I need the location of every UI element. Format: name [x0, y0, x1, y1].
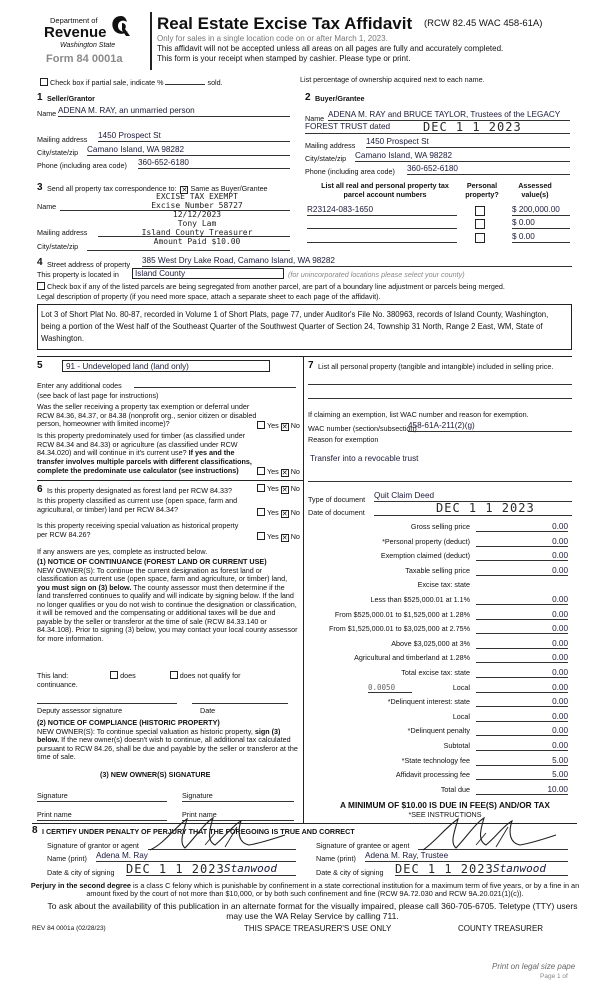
codes-label: Enter any additional codes [37, 381, 122, 390]
dept-line1: Department of [50, 16, 98, 25]
grantee-date-stamp: DEC 1 1 2023 [395, 862, 494, 876]
buyer-city-field[interactable]: Camano Island, WA 98282 [355, 151, 570, 162]
grantee-name-label: Name (print) [316, 854, 356, 863]
seller-mailing-field[interactable]: 1450 Prospect St [98, 131, 290, 142]
continuance-bold: you must sign on (3) below. [37, 582, 132, 592]
sec5-q2-yes-checkbox[interactable] [257, 467, 265, 475]
tax-row-value[interactable]: 0.00 [476, 726, 568, 736]
buyer-phone-label: Phone (including area code) [305, 167, 395, 176]
tax-row-label: *Personal property (deduct) [382, 537, 470, 546]
seller-mailing-label: Mailing address [37, 135, 88, 144]
parcel-number-2[interactable] [307, 218, 457, 229]
compliance-title: (2) NOTICE OF COMPLIANCE (HISTORIC PROPERTY) [37, 718, 220, 727]
tax-row-label: From $525,000.01 to $1,525,000 at 1.28% [334, 610, 470, 619]
tax-row-value[interactable]: 0.00 [476, 697, 568, 707]
page-number: Page 1 of [540, 973, 568, 980]
codes-note: (see back of last page for instructions) [37, 391, 159, 400]
grantor-sig-label: Signature of grantor or agent [47, 841, 139, 850]
sec6-q2-yes-checkbox[interactable] [257, 508, 265, 516]
buyer-date-stamp: DEC 1 1 2023 [423, 120, 522, 134]
sec5-q1-yes-checkbox[interactable] [257, 421, 265, 429]
legal-description-box[interactable]: Lot 3 of Short Plat No. 80-87, recorded in Volume 1 of Short Plats, page 77, under Auditor's File No. 380963, records of Island County, Washington, being a portion of the West half of the Southeast Quarter of the Southwest Quarter of Section 24, Township 31 North, Range 2 East, WM, State of Washington. [37, 304, 572, 350]
sec6-q3-answer [257, 532, 300, 542]
assessed-value-1[interactable]: $ 200,000.00 [512, 205, 570, 216]
seller-city-field[interactable]: Camano Island, WA 98282 [87, 145, 290, 156]
treasurer-use-label: THIS SPACE TREASURER'S USE ONLY [244, 924, 392, 933]
sec6-q2-yes-label: Yes [267, 508, 279, 517]
horizontal-rule-sec5 [37, 356, 572, 357]
reason-field-line-2[interactable] [308, 481, 572, 482]
personal-property-header: Personal property? [465, 181, 499, 199]
tax-row-value[interactable]: 0.00 [476, 668, 568, 678]
dept-line2: Revenue [44, 24, 107, 41]
codes-field[interactable] [134, 387, 296, 388]
personal-property-checkbox-2[interactable] [475, 219, 485, 229]
continuance-text [37, 567, 299, 643]
sec6-heading-num: 6 [37, 484, 43, 495]
grantor-city: Stanwood [224, 862, 277, 875]
grantor-date-label: Date & city of signing [47, 868, 115, 877]
tax-row-label: Taxable selling price [405, 566, 470, 575]
grantee-date-label: Date & city of signing [316, 868, 384, 877]
doc-date-stamp: DEC 1 1 2023 [436, 501, 535, 515]
sec3-mailing-label: Mailing address [37, 228, 88, 237]
new-owner-signature-field-1[interactable] [37, 801, 167, 802]
assessed-value-2[interactable]: $ 0.00 [512, 218, 570, 229]
header-divider [150, 12, 152, 70]
compliance-post: If the new owner(s) doesn't wish to continue, all additional tax calculated pursuant to RCW 84.26, shall be due and payable by the seller or transferor at the time of sale. [37, 735, 298, 762]
buyer-heading-num: 2 [305, 92, 311, 103]
assessed-value-header: Assessed value(s) [518, 181, 552, 199]
sec6-q1-yes-checkbox[interactable] [257, 484, 265, 492]
continuance-pre: NEW OWNER(S): To continue the current designation as forest land or classification as current use (open space, farm and agriculture, or timber) land, [37, 566, 288, 584]
horizontal-rule-sec6 [37, 480, 303, 481]
does-not-label: does not qualify for [179, 671, 241, 680]
sec3-city-label: City/state/zip [37, 242, 79, 251]
grantee-name-field[interactable]: Adena M. Ray, Trustee [365, 851, 568, 862]
grantor-date-stamp: DEC 1 1 2023 [126, 862, 225, 876]
form-number: Form 84 0001a [46, 53, 123, 65]
personal-property-checkbox-1[interactable] [475, 206, 485, 216]
personal-property-field-1[interactable] [308, 384, 572, 385]
grantor-name-field[interactable]: Adena M. Ray [96, 851, 296, 862]
new-owner-print-label-1: Print name [37, 810, 72, 819]
sec3-heading-text: Send all property tax correspondence to: [47, 184, 177, 193]
sec5-q1-no-label: No [290, 421, 300, 430]
perjury-bold: Perjury in the second degree [30, 881, 131, 890]
wac-field[interactable]: 458-61A-211(2)(g) [408, 421, 572, 432]
parcel-number-3[interactable] [307, 232, 457, 243]
deputy-date-field[interactable] [192, 703, 288, 704]
sec6-q1-no-checkbox[interactable] [281, 486, 289, 494]
sec6-q1-no-label: No [290, 484, 300, 493]
does-label: does [120, 671, 136, 680]
sec6-q2-answer [257, 508, 300, 518]
doc-type-field[interactable]: Quit Claim Deed [374, 491, 572, 502]
tax-row-value[interactable]: 0.00 [476, 595, 568, 605]
wac-label: WAC number (section/subsection) [308, 424, 417, 433]
vertical-rule-sec5-7 [303, 356, 304, 824]
tax-row-label: Total due [440, 785, 470, 794]
tax-row-value[interactable]: 0.00 [476, 624, 568, 634]
new-owner-signature-field-2[interactable] [182, 801, 294, 802]
personal-property-field-2[interactable] [308, 398, 572, 399]
sec5-q2-no-checkbox[interactable] [281, 469, 289, 477]
buyer-name-field-2[interactable] [305, 122, 570, 134]
grantor-signature-scribble-icon [145, 815, 295, 855]
sec6-q3-yes-checkbox[interactable] [257, 532, 265, 540]
segregation-label: Check box if any of the listed parcels are being segregated from another parcel, are part of a boundary line adjustment or parcels being merged. [47, 282, 505, 291]
buyer-name-line2: FOREST TRUST dated [305, 122, 391, 131]
ownership-note: List percentage of ownership acquired next to each name. [300, 75, 485, 84]
tax-row-label: Exemption claimed (deduct) [380, 551, 470, 560]
buyer-city-label: City/state/zip [305, 154, 347, 163]
see-instructions-note: *SEE INSTRUCTIONS [408, 810, 482, 819]
tax-row-value[interactable]: 0.00 [476, 683, 568, 693]
personal-property-checkbox-3[interactable] [475, 233, 485, 243]
availability-notice: To ask about the availability of this publication in an alternate format for the visually impaired, please call 360-705-6705. Teletype (TTY) users may use the WA Relay Service by calling 711. [47, 901, 578, 921]
sec5-q1-answer [257, 421, 300, 431]
tax-row-value[interactable]: 0.00 [476, 566, 568, 576]
compliance-text [37, 728, 299, 762]
sec5-q2-text: Is this property predominately used for timber (as classified under RCW 84.34 and 84.33) or agriculture (as classified under RCW 84.34.020) and will continue in it's current use? [37, 431, 246, 458]
parcel-row-2 [307, 218, 570, 230]
stamp-line-6: Amount Paid $10.00 [153, 236, 241, 246]
stamp-line-5: Island County Treasurer [141, 227, 253, 237]
buyer-name-label: Name [305, 114, 325, 123]
grantee-signature-scribble-icon [418, 815, 568, 855]
continuance-label: continuance. [37, 680, 78, 689]
rev-number: REV 84 0001a (02/28/23) [32, 925, 106, 932]
continuance-post: The county assessor must then determine if the land transferred continues to qualify and will indicate by signing below. If the land no longer qualifies or you do not wish to continue the designation or classification, it will be removed and the compensating or additional taxes will be due and payable by the seller or transferor at the time of sale (RCW 84.33.140 or 84.34.108). Prior to signing (3) below, you may contact your local county assessor for more information. [37, 582, 298, 643]
sec3-city-field[interactable] [87, 250, 290, 251]
deputy-signature-field[interactable] [37, 703, 177, 704]
tax-row-value[interactable]: 5.00 [476, 756, 568, 766]
doc-date-field[interactable] [374, 501, 572, 516]
sec7-heading-num: 7 [308, 360, 314, 371]
tax-row-value[interactable]: 0.00 [476, 639, 568, 649]
parcel-row-3 [307, 232, 570, 244]
stamp-line-2: Excise Number 58727 [151, 200, 243, 210]
buyer-heading: Buyer/Grantee [315, 94, 365, 103]
sec6-q2-no-label: No [290, 508, 300, 517]
grantee-city: Stanwood [493, 862, 546, 875]
seller-heading-num: 1 [37, 92, 43, 103]
sec5-q1-no-checkbox[interactable] [281, 423, 289, 431]
grantor-date-field[interactable] [126, 862, 296, 876]
assessed-value-3[interactable]: $ 0.00 [512, 232, 570, 243]
deputy-date-label: Date [200, 706, 216, 715]
new-owner-signature-label-2: Signature [182, 791, 213, 800]
sec5-q2 [37, 432, 259, 475]
certify-text: I CERTIFY UNDER PENALTY OF PERJURY THAT THE FOREGOING IS TRUE AND CORRECT [42, 827, 355, 836]
does-not-checkbox[interactable] [170, 671, 178, 679]
grantee-date-field[interactable] [395, 862, 568, 876]
sec5-q2-bold: If yes and the transfer involves multiple parcels with different classifications, complete the predominate use calculator (see instructions) [37, 448, 252, 475]
reason-label: Reason for exemption [308, 435, 379, 444]
seller-phone-field[interactable]: 360-652-6180 [138, 158, 290, 169]
sec5-q2-yes-label: Yes [267, 467, 279, 476]
tax-row-label: Affidavit processing fee [395, 770, 470, 779]
legal-label: Legal description of property (if you need more space, attach a separate sheet to each page of the affidavit). [37, 292, 381, 301]
tax-row-label: Above $3,025,000 at 3% [391, 639, 470, 648]
minimum-due-note: A MINIMUM OF $10.00 IS DUE IN FEE(S) AND/OR TAX [340, 800, 550, 810]
tax-row-value[interactable]: 0.00 [476, 712, 568, 722]
partial-sale-row [40, 77, 280, 88]
header-note-2: This affidavit will not be accepted unless all areas on all pages are fully and accurately completed. [157, 44, 504, 53]
sec6-q1-answer [257, 484, 300, 494]
sec3-name-label: Name [37, 202, 57, 211]
county-select[interactable]: Island County [132, 268, 284, 279]
tax-row-value[interactable]: 0.00 [476, 537, 568, 547]
perjury-text: is a class C felony which is punishable by confinement in a state correctional institution for a maximum term of five years, or by a fine in an amount fixed by the court of not more than $10,000, or by both such confinement and fine (RCW 9A.72.030 and RCW 9A.20.021(1)(c)). [86, 881, 580, 899]
partial-sale-label: Check box if partial sale, indicate % [50, 78, 164, 87]
seller-name-label: Name [37, 109, 57, 118]
sec5-q1-yes-label: Yes [267, 421, 279, 430]
sec6-q3-yes-label: Yes [267, 532, 279, 541]
buyer-name-field-1[interactable]: ADENA M. RAY and BRUCE TAYLOR, Trustees of the LEGACY [328, 110, 570, 121]
sec4-heading-num: 4 [37, 257, 43, 268]
sec5-heading-num: 5 [37, 360, 43, 371]
doc-date-label: Date of document [308, 508, 365, 517]
seller-phone-label: Phone (including area code) [37, 161, 127, 170]
sec6-q1-yes-label: Yes [267, 484, 279, 493]
tax-row-value[interactable]: 0.00 [476, 741, 568, 751]
sec6-q3: Is this property receiving special valuation as historical property per RCW 84.26? [37, 521, 239, 539]
stamp-line-1: EXCISE TAX EXEMPT [156, 192, 238, 201]
sec8-heading-num: 8 [32, 825, 38, 836]
parcel-row-1 [307, 205, 570, 217]
tax-row-label: *Delinquent penalty [407, 726, 470, 735]
exemption-label: If claiming an exemption, list WAC number and reason for exemption. [308, 410, 529, 419]
segregation-row [37, 282, 577, 292]
revenue-swirl-icon [110, 14, 132, 38]
perjury-notice [25, 882, 585, 899]
deputy-signature-label: Deputy assessor signature [37, 706, 123, 715]
parcel-header: List all real and personal property tax parcel account numbers [321, 181, 449, 199]
partial-sale-checkbox[interactable] [40, 78, 48, 86]
street-label: Street address of property [47, 260, 131, 269]
tax-row-value[interactable]: 0.00 [476, 522, 568, 532]
sec5-q2-answer [257, 467, 300, 477]
sec6-q3-no-label: No [290, 532, 300, 541]
stamp-line-4: Tony Lam [177, 218, 217, 228]
sec6-q1: Is this property designated as forest land per RCW 84.33? [47, 486, 232, 495]
page-title: Real Estate Excise Tax Affidavit [157, 14, 413, 33]
buyer-phone-field[interactable]: 360-652-6180 [407, 164, 570, 175]
local-rate-field[interactable]: 0.0050 [368, 683, 412, 693]
buyer-mailing-field[interactable]: 1450 Prospect St [366, 137, 570, 148]
sec5-q2-no-label: No [290, 467, 300, 476]
sec6-q3-no-checkbox[interactable] [281, 534, 289, 542]
new-owner-print-label-2: Print name [182, 810, 217, 819]
tax-row-label: Gross selling price [410, 522, 470, 531]
sec3-heading-num: 3 [37, 182, 43, 193]
parcel-number-1[interactable]: R23124-083-1650 [307, 205, 457, 216]
compliance-pre: NEW OWNER(S): To continue special valuation as historic property, [37, 727, 253, 736]
county-note: (for unincorporated locations please select your county) [288, 270, 465, 279]
new-owner-signature-label-1: Signature [37, 791, 68, 800]
tax-row-value[interactable]: 0.00 [476, 653, 568, 663]
seller-heading: Seller/Grantor [47, 94, 95, 103]
new-owner-signature-title: (3) NEW OWNER(S) SIGNATURE [100, 770, 211, 779]
tax-row-label: Total excise tax: state [401, 668, 470, 677]
grantee-sig-label: Signature of grantee or agent [316, 841, 410, 850]
does-checkbox[interactable] [110, 671, 118, 679]
tax-row-label: *Delinquent interest: state [387, 697, 470, 706]
sec7-text: List all personal property (tangible and intangible) included in selling price. [318, 362, 554, 371]
tax-row-label: Agricultural and timberland at 1.28% [354, 653, 470, 662]
county-treasurer-label: COUNTY TREASURER [458, 924, 544, 933]
grantor-name-label: Name (print) [47, 854, 87, 863]
seller-name-field[interactable]: ADENA M. RAY, an unmarried person [58, 106, 290, 117]
tax-row-label: Subtotal [443, 741, 470, 750]
land-use-select[interactable]: 91 - Undeveloped land (land only) [62, 360, 270, 372]
tax-row-value[interactable]: 0.00 [476, 610, 568, 620]
compliance-bold: sign (3) below. [37, 727, 281, 745]
same-as-buyer-label: Same as Buyer/Grantee [190, 184, 268, 193]
tax-row-label: Local [452, 683, 470, 692]
tax-row-label: Local [452, 712, 470, 721]
street-field[interactable]: 385 West Dry Lake Road, Camano Island, WA 98282 [142, 256, 572, 267]
tax-row-label: *State technology fee [401, 756, 470, 765]
tax-row-value[interactable]: 10.00 [476, 785, 568, 795]
segregation-checkbox[interactable] [37, 282, 45, 290]
doc-type-label: Type of document [308, 495, 366, 504]
partial-sale-sold: sold. [207, 78, 223, 87]
tax-row-value[interactable]: 5.00 [476, 770, 568, 780]
reason-field[interactable]: Transfer into a revocable trust [310, 454, 419, 463]
sec6-instructions: If any answers are yes, complete as instructed below. [37, 547, 208, 556]
located-label: This property is located in [37, 270, 119, 279]
buyer-mailing-label: Mailing address [305, 141, 356, 150]
this-land-label: This land: [37, 671, 69, 680]
sec5-q1: Was the seller receiving a property tax exemption or deferral under RCW 84.36, 84.37, or 84.38 (nonprofit org., senior citizen or disabled person, homeowner with limited income)? [37, 402, 257, 429]
tax-row-label: Excise tax: state [417, 580, 470, 589]
stamp-line-3: 12/12/2023 [172, 209, 222, 219]
sec6-q2: Is this property classified as current use (open space, farm and agricultural, or timber) land per RCW 84.34? [37, 496, 238, 514]
rcw-reference: (RCW 82.45 WAC 458-61A) [424, 18, 543, 29]
excise-exempt-stamp [122, 193, 272, 247]
header-note-1: Only for sales in a single location code on or after March 1, 2023. [157, 34, 388, 43]
sec6-q2-no-checkbox[interactable] [281, 510, 289, 518]
tax-row-label: Less than $525,000.01 at 1.1% [370, 595, 470, 604]
continuance-title: (1) NOTICE OF CONTINUANCE (FOREST LAND OR CURRENT USE) [37, 557, 267, 566]
tax-row-value[interactable]: 0.00 [476, 551, 568, 561]
tax-row-label: From $1,525,000.01 to $3,025,000 at 2.75% [328, 624, 470, 633]
seller-city-label: City/state/zip [37, 148, 79, 157]
legal-size-note: Print on legal size pape [492, 962, 576, 971]
header-note-3: This form is your receipt when stamped by cashier. Please type or print. [157, 54, 411, 63]
dept-line3: Washington State [60, 42, 116, 49]
